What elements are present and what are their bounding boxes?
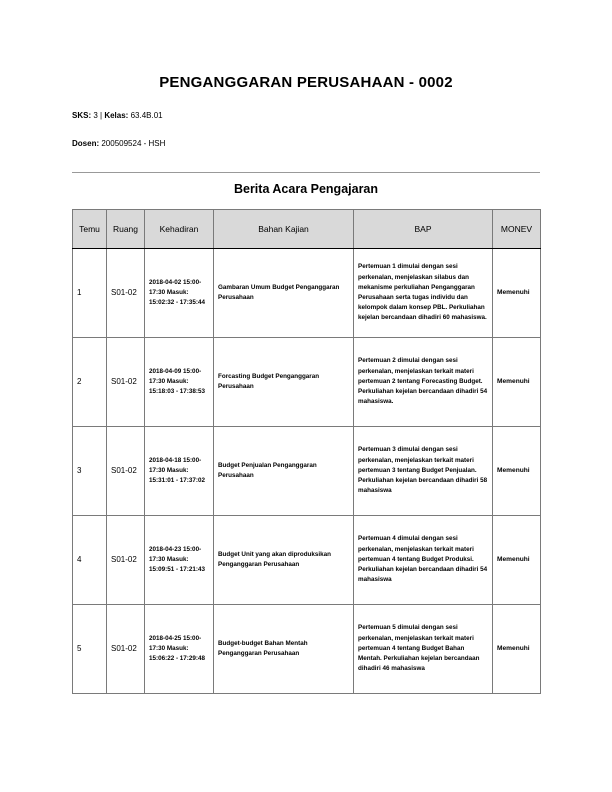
kelas-value: 63.4B.01 (128, 111, 163, 120)
cell-temu: 1 (73, 249, 107, 338)
column-header-kehadiran: Kehadiran (145, 210, 214, 249)
column-header-temu: Temu (73, 210, 107, 249)
table-header-row (73, 210, 541, 249)
cell-ruang: S01-02 (107, 249, 145, 338)
cell-bap: Pertemuan 3 dimulai dengan sesi perkenalan, menjelaskan terkait materi pertemuan 3 tentang Budget Penjualan. Perkuliahan kejelan bercandaan dihadiri 58 mahasiswa (354, 427, 493, 516)
cell-ruang: S01-02 (107, 516, 145, 605)
cell-bahan-kajian: Budget Penjualan Penganggaran Perusahaan (214, 427, 354, 516)
cell-bap: Pertemuan 2 dimulai dengan sesi perkenalan, menjelaskan terkait materi pertemuan 2 tentang Forecasting Budget. Perkuliahan kejelan bercandaan dihadiri 54 mahasiswa. (354, 338, 493, 427)
cell-kehadiran: 2018-04-02 15:00-17:30 Masuk: 15:02:32 - 17:35:44 (145, 249, 214, 338)
cell-kehadiran: 2018-04-09 15:00-17:30 Masuk: 15:18:03 - 17:38:53 (145, 338, 214, 427)
table-row (73, 516, 541, 605)
cell-kehadiran: 2018-04-18 15:00-17:30 Masuk: 15:31:01 - 17:37:02 (145, 427, 214, 516)
cell-monev: Memenuhi (493, 427, 541, 516)
cell-temu: 5 (73, 605, 107, 694)
teaching-record-table (72, 209, 541, 694)
kelas-label: Kelas: (104, 111, 129, 120)
column-header-bap: BAP (354, 210, 493, 249)
table-row (73, 427, 541, 516)
column-header-monev: MONEV (493, 210, 541, 249)
cell-monev: Memenuhi (493, 249, 541, 338)
cell-bap: Pertemuan 4 dimulai dengan sesi perkenalan, menjelaskan terkait materi pertemuan 4 tentang Budget Produksi. Perkuliahan kejelan bercandaan dihadiri 54 mahasiswa (354, 516, 493, 605)
cell-bahan-kajian: Budget Unit yang akan diproduksikan Penganggaran Perusahaan (214, 516, 354, 605)
section-title: Berita Acara Pengajaran (233, 182, 379, 196)
column-header-ruang: Ruang (107, 210, 145, 249)
cell-monev: Memenuhi (493, 338, 541, 427)
sks-value: 3 | (91, 111, 105, 120)
cell-kehadiran: 2018-04-23 15:00-17:30 Masuk: 15:09:51 - 17:21:43 (145, 516, 214, 605)
cell-bap: Pertemuan 1 dimulai dengan sesi perkenalan, menjelaskan silabus dan mekanisme perkuliahan Penganggaran Perusahaan serta tugas individu dan kelompok dalam konsep PBL. Perkuliahan kejelan bercandaan dihadiri 60 mahasiswa. (354, 249, 493, 338)
cell-ruang: S01-02 (107, 338, 145, 427)
dosen-label: Dosen: (72, 139, 100, 148)
cell-monev: Memenuhi (493, 605, 541, 694)
cell-bahan-kajian: Gambaran Umum Budget Penganggaran Perusahaan (214, 249, 354, 338)
page-title: PENGANGGARAN PERUSAHAAN - 0002 (159, 74, 453, 91)
column-header-bahan-kajian: Bahan Kajian (214, 210, 354, 249)
table-row (73, 249, 541, 338)
cell-monev: Memenuhi (493, 516, 541, 605)
cell-temu: 4 (73, 516, 107, 605)
cell-temu: 3 (73, 427, 107, 516)
table-row (73, 605, 541, 694)
lecturer-line (72, 139, 165, 148)
sks-label: SKS: (72, 111, 92, 120)
cell-bap: Pertemuan 5 dimulai dengan sesi perkenalan, menjelaskan terkait materi pertemuan 4 tentang Budget Bahan Mentah. Perkuliahan kejelan bercandaan dihadiri 46 mahasiswa (354, 605, 493, 694)
cell-ruang: S01-02 (107, 427, 145, 516)
cell-ruang: S01-02 (107, 605, 145, 694)
cell-kehadiran: 2018-04-25 15:00-17:30 Masuk: 15:06:22 - 17:29:48 (145, 605, 214, 694)
cell-bahan-kajian: Forcasting Budget Penganggaran Perusahaan (214, 338, 354, 427)
course-meta-line (72, 111, 163, 120)
cell-temu: 2 (73, 338, 107, 427)
dosen-value: 200509524 - HSH (99, 139, 166, 148)
table-row (73, 338, 541, 427)
header-divider (72, 172, 540, 173)
cell-bahan-kajian: Budget-budget Bahan Mentah Penganggaran Perusahaan (214, 605, 354, 694)
